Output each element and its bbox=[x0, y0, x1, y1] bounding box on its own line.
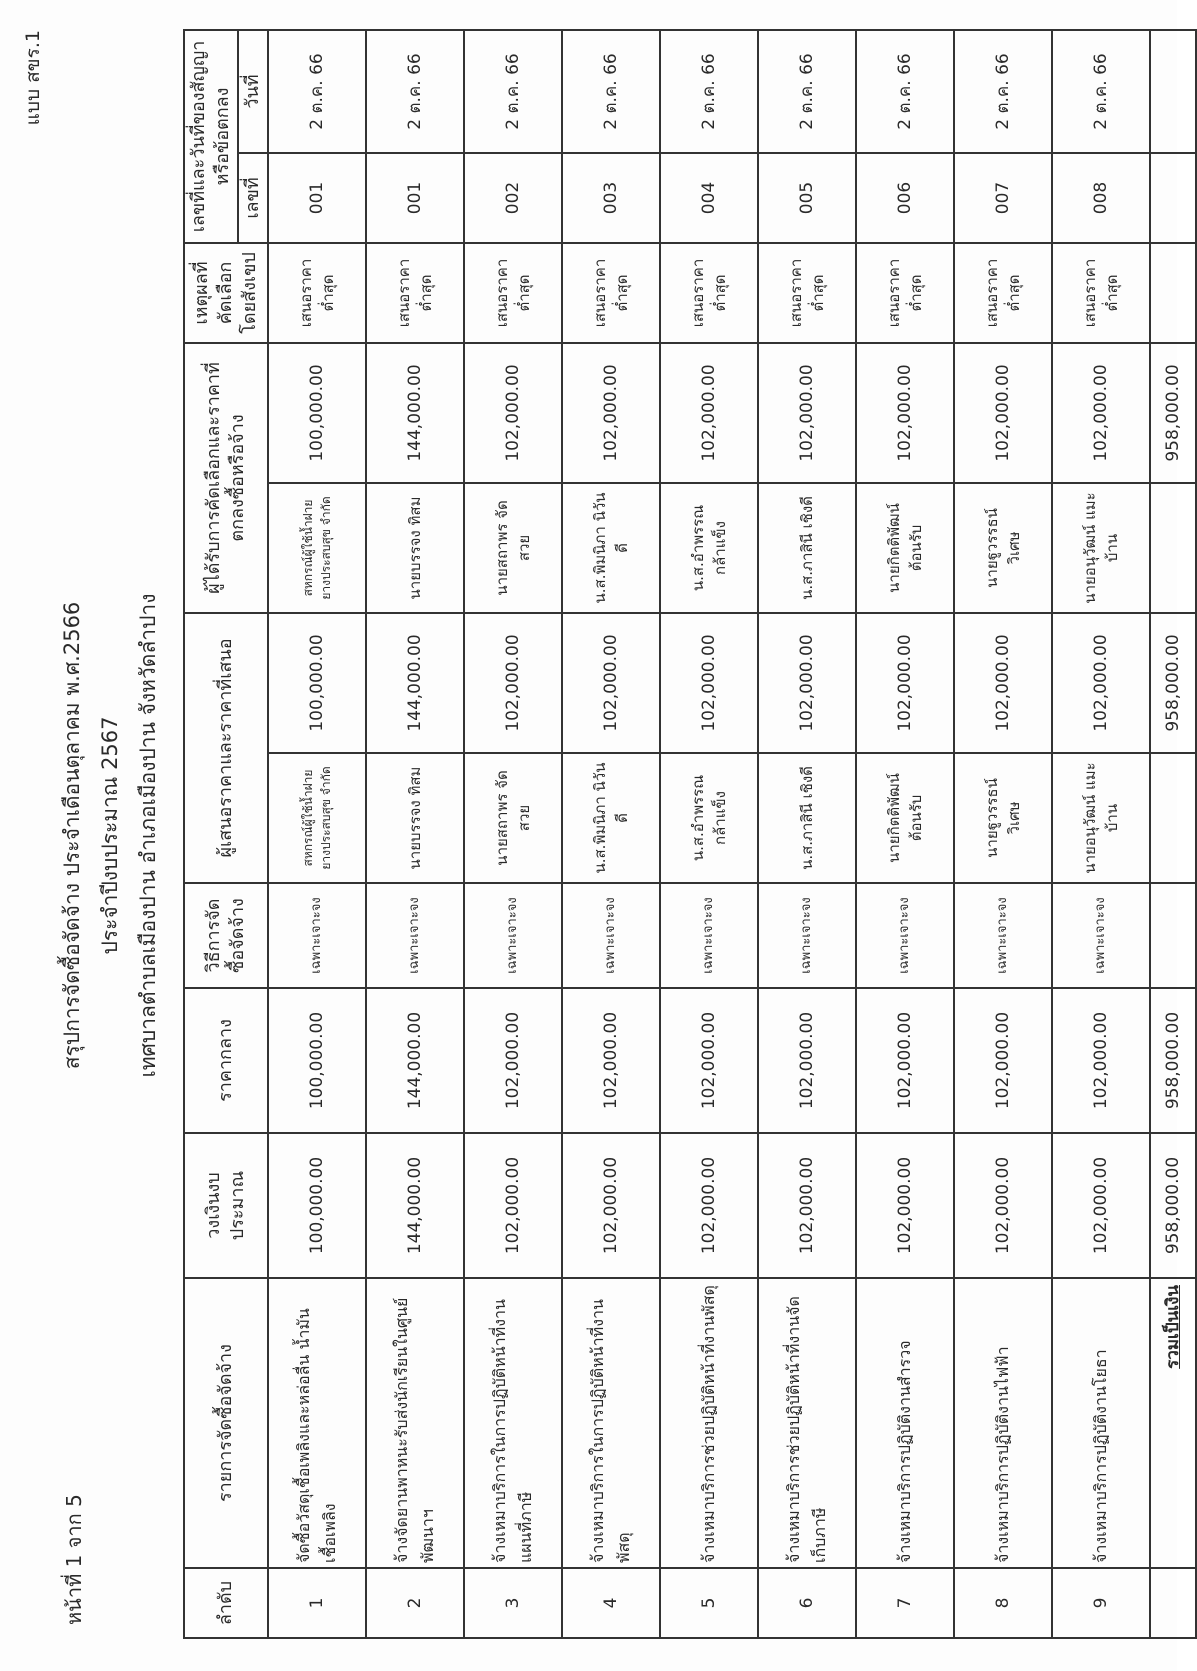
row-win-price: 102,000.00 bbox=[660, 343, 758, 483]
row-reason: เสนอราคาต่ำสุด bbox=[1052, 243, 1150, 343]
row-contract-no: 002 bbox=[464, 153, 562, 243]
row-bid-price: 102,000.00 bbox=[1052, 613, 1150, 753]
col-contract-date: วันที่ bbox=[238, 30, 268, 153]
row-median-price: 102,000.00 bbox=[954, 988, 1052, 1133]
row-method: เฉพาะเจาะจง bbox=[562, 883, 660, 988]
row-win-price: 102,000.00 bbox=[856, 343, 954, 483]
row-method: เฉพาะเจาะจง bbox=[954, 883, 1052, 988]
table-row bbox=[954, 30, 1052, 1638]
row-contract-no: 001 bbox=[366, 153, 464, 243]
row-item: จ้างเหมาบริการช่วยปฏิบัติหน้าที่งานพัสดุ bbox=[660, 1278, 758, 1568]
table-row bbox=[562, 30, 660, 1638]
row-winner: นายอนุวัฒน์ แมะบ้าน bbox=[1052, 483, 1150, 613]
row-seq: 9 bbox=[1052, 1568, 1150, 1638]
total-seq bbox=[1150, 1568, 1196, 1638]
row-budget: 102,000.00 bbox=[1052, 1133, 1150, 1278]
page-number: หน้าที่ 1 จาก 5 bbox=[62, 1494, 86, 1625]
procurement-table bbox=[183, 29, 1197, 1639]
row-winner: สหกรณ์ผู้ใช้น้ำฝาย ยางประสบสุข จำกัด bbox=[268, 483, 366, 613]
table-row bbox=[660, 30, 758, 1638]
row-seq: 5 bbox=[660, 1568, 758, 1638]
fiscal-year: ประจำปีงบประมาณ 2567 bbox=[98, 716, 122, 955]
col-contract: เลขที่และวันที่ของสัญญาหรือข้อตกลง bbox=[184, 30, 238, 243]
row-seq: 4 bbox=[562, 1568, 660, 1638]
row-reason: เสนอราคาต่ำสุด bbox=[660, 243, 758, 343]
row-budget: 102,000.00 bbox=[954, 1133, 1052, 1278]
row-winner: น.ส.ภาสินี เชิงดี bbox=[758, 483, 856, 613]
row-contract-date: 2 ต.ค. 66 bbox=[464, 30, 562, 153]
total-win-price: 958,000.00 bbox=[1150, 343, 1196, 483]
row-median-price: 102,000.00 bbox=[660, 988, 758, 1133]
row-bid-price: 100,000.00 bbox=[268, 613, 366, 753]
row-median-price: 102,000.00 bbox=[464, 988, 562, 1133]
row-budget: 102,000.00 bbox=[660, 1133, 758, 1278]
row-win-price: 102,000.00 bbox=[562, 343, 660, 483]
row-winner: นายฐูวรรธน์ วิเศษ bbox=[954, 483, 1052, 613]
row-bid-price: 102,000.00 bbox=[954, 613, 1052, 753]
row-reason: เสนอราคาต่ำสุด bbox=[758, 243, 856, 343]
municipality: เทศบาลตำบลเมืองปาน อำเภอเมืองปาน จังหวัดลำปาง bbox=[136, 593, 160, 1078]
row-item: จ้างจัดยานพาหนะรับส่งนักเรียนในศูนย์พัฒนาฯ bbox=[366, 1278, 464, 1568]
row-method: เฉพาะเจาะจง bbox=[856, 883, 954, 988]
row-winner: น.ส.พิมนิภา นิวันดี bbox=[562, 483, 660, 613]
row-contract-date: 2 ต.ค. 66 bbox=[758, 30, 856, 153]
row-method: เฉพาะเจาะจง bbox=[660, 883, 758, 988]
row-median-price: 102,000.00 bbox=[562, 988, 660, 1133]
row-reason: เสนอราคาต่ำสุด bbox=[856, 243, 954, 343]
row-bid-price: 102,000.00 bbox=[464, 613, 562, 753]
row-median-price: 100,000.00 bbox=[268, 988, 366, 1133]
row-contract-no: 008 bbox=[1052, 153, 1150, 243]
row-winner: นายสถาพร จัดสวย bbox=[464, 483, 562, 613]
row-reason: เสนอราคาต่ำสุด bbox=[366, 243, 464, 343]
total-winner bbox=[1150, 483, 1196, 613]
row-method: เฉพาะเจาะจง bbox=[758, 883, 856, 988]
row-bidder: นายกิตติพัฒน์ ต้อนรับ bbox=[856, 753, 954, 883]
row-bid-price: 102,000.00 bbox=[856, 613, 954, 753]
row-method: เฉพาะเจาะจง bbox=[366, 883, 464, 988]
row-seq: 3 bbox=[464, 1568, 562, 1638]
row-contract-date: 2 ต.ค. 66 bbox=[562, 30, 660, 153]
row-contract-date: 2 ต.ค. 66 bbox=[660, 30, 758, 153]
row-contract-date: 2 ต.ค. 66 bbox=[954, 30, 1052, 153]
row-median-price: 102,000.00 bbox=[758, 988, 856, 1133]
row-seq: 6 bbox=[758, 1568, 856, 1638]
row-budget: 102,000.00 bbox=[856, 1133, 954, 1278]
form-code: แบบ สขร.1 bbox=[22, 30, 44, 126]
table-row bbox=[1052, 30, 1150, 1638]
document-title: สรุปการจัดซื้อจัดจ้าง ประจำเดือนตุลาคม พ.ศ.2566 bbox=[60, 601, 84, 1070]
total-budget: 958,000.00 bbox=[1150, 1133, 1196, 1278]
row-contract-no: 003 bbox=[562, 153, 660, 243]
row-item: จ้างเหมาบริการช่วยปฏิบัติหน้าที่งานจัดเก็บภาษี bbox=[758, 1278, 856, 1568]
col-budget: วงเงินงบประมาณ bbox=[184, 1133, 268, 1278]
row-reason: เสนอราคาต่ำสุด bbox=[268, 243, 366, 343]
row-bidder: น.ส.ภาสินี เชิงดี bbox=[758, 753, 856, 883]
total-contract-no bbox=[1150, 153, 1196, 243]
total-reason bbox=[1150, 243, 1196, 343]
row-item: จ้างเหมาบริการในการปฏิบัติหน้าที่งานพัสดุ bbox=[562, 1278, 660, 1568]
row-budget: 102,000.00 bbox=[464, 1133, 562, 1278]
row-bidder: สหกรณ์ผู้ใช้น้ำฝาย ยางประสบสุข จำกัด bbox=[268, 753, 366, 883]
row-win-price: 102,000.00 bbox=[954, 343, 1052, 483]
row-bid-price: 102,000.00 bbox=[758, 613, 856, 753]
row-win-price: 144,000.00 bbox=[366, 343, 464, 483]
total-bidder bbox=[1150, 753, 1196, 883]
col-item: รายการจัดซื้อจัดจ้าง bbox=[184, 1278, 268, 1568]
row-budget: 144,000.00 bbox=[366, 1133, 464, 1278]
row-item: จ้างเหมาบริการปฏิบัติงานไฟฟ้า bbox=[954, 1278, 1052, 1568]
row-bidder: น.ส.อำพรรณ กล้าแข็ง bbox=[660, 753, 758, 883]
row-bidder: นายอนุวัฒน์ แมะบ้าน bbox=[1052, 753, 1150, 883]
row-median-price: 102,000.00 bbox=[856, 988, 954, 1133]
row-budget: 102,000.00 bbox=[758, 1133, 856, 1278]
col-seq: ลำดับ bbox=[184, 1568, 268, 1638]
row-win-price: 100,000.00 bbox=[268, 343, 366, 483]
col-contract-no: เลขที่ bbox=[238, 153, 268, 243]
row-bidder: นายฐูวรรธน์ วิเศษ bbox=[954, 753, 1052, 883]
col-reason: เหตุผลที่คัดเลือกโดยสังเขป bbox=[184, 243, 268, 343]
row-win-price: 102,000.00 bbox=[464, 343, 562, 483]
total-median: 958,000.00 bbox=[1150, 988, 1196, 1133]
table-row bbox=[758, 30, 856, 1638]
total-label-cell bbox=[1150, 1278, 1196, 1568]
row-seq: 1 bbox=[268, 1568, 366, 1638]
row-item: จ้างเหมาบริการในการปฏิบัติหน้าที่งานแผนที่ภาษี bbox=[464, 1278, 562, 1568]
row-bid-price: 144,000.00 bbox=[366, 613, 464, 753]
table-row bbox=[268, 30, 366, 1638]
row-contract-date: 2 ต.ค. 66 bbox=[1052, 30, 1150, 153]
row-win-price: 102,000.00 bbox=[758, 343, 856, 483]
row-contract-no: 004 bbox=[660, 153, 758, 243]
row-contract-no: 007 bbox=[954, 153, 1052, 243]
row-contract-no: 006 bbox=[856, 153, 954, 243]
row-contract-date: 2 ต.ค. 66 bbox=[856, 30, 954, 153]
row-item: จ้างเหมาบริการปฏิบัติงานโยธา bbox=[1052, 1278, 1150, 1568]
row-bidder: น.ส.พิมนิภา นิวันดี bbox=[562, 753, 660, 883]
table-row bbox=[856, 30, 954, 1638]
row-seq: 8 bbox=[954, 1568, 1052, 1638]
col-median-price: ราคากลาง bbox=[184, 988, 268, 1133]
row-reason: เสนอราคาต่ำสุด bbox=[562, 243, 660, 343]
row-win-price: 102,000.00 bbox=[1052, 343, 1150, 483]
total-bid-price: 958,000.00 bbox=[1150, 613, 1196, 753]
row-median-price: 102,000.00 bbox=[1052, 988, 1150, 1133]
row-item: จัดซื้อวัสดุเชื้อเพลิงและหล่อลื่น น้ำมันเชื้อเพลิง bbox=[268, 1278, 366, 1568]
total-contract-date bbox=[1150, 30, 1196, 153]
row-bid-price: 102,000.00 bbox=[660, 613, 758, 753]
row-median-price: 144,000.00 bbox=[366, 988, 464, 1133]
row-reason: เสนอราคาต่ำสุด bbox=[464, 243, 562, 343]
row-budget: 100,000.00 bbox=[268, 1133, 366, 1278]
row-method: เฉพาะเจาะจง bbox=[1052, 883, 1150, 988]
col-method: วิธีการจัดซื้อจัดจ้าง bbox=[184, 883, 268, 988]
table-row bbox=[464, 30, 562, 1638]
row-item: จ้างเหมาบริการปฏิบัติงานสำรวจ bbox=[856, 1278, 954, 1568]
row-reason: เสนอราคาต่ำสุด bbox=[954, 243, 1052, 343]
row-bidder: นายสถาพร จัดสวย bbox=[464, 753, 562, 883]
col-bidders: ผู้เสนอราคาและราคาที่เสนอ bbox=[184, 613, 268, 883]
row-winner: น.ส.อำพรรณ กล้าแข็ง bbox=[660, 483, 758, 613]
total-label: รวมเป็นเงิน bbox=[1163, 1285, 1183, 1369]
col-winner: ผู้ได้รับการคัดเลือกและราคาที่ตกลงซื้อหรือจ้าง bbox=[184, 343, 268, 613]
row-bidder: นายบรรจง ทิสม bbox=[366, 753, 464, 883]
row-contract-date: 2 ต.ค. 66 bbox=[268, 30, 366, 153]
row-contract-no: 001 bbox=[268, 153, 366, 243]
total-method bbox=[1150, 883, 1196, 988]
row-winner: นายกิตติพัฒน์ ต้อนรับ bbox=[856, 483, 954, 613]
row-seq: 2 bbox=[366, 1568, 464, 1638]
total-row bbox=[1150, 30, 1196, 1638]
row-method: เฉพาะเจาะจง bbox=[464, 883, 562, 988]
row-budget: 102,000.00 bbox=[562, 1133, 660, 1278]
row-seq: 7 bbox=[856, 1568, 954, 1638]
header-row bbox=[184, 30, 238, 1638]
row-contract-date: 2 ต.ค. 66 bbox=[366, 30, 464, 153]
row-method: เฉพาะเจาะจง bbox=[268, 883, 366, 988]
row-winner: นายบรรจง ทิสม bbox=[366, 483, 464, 613]
row-contract-no: 005 bbox=[758, 153, 856, 243]
row-bid-price: 102,000.00 bbox=[562, 613, 660, 753]
table-row bbox=[366, 30, 464, 1638]
